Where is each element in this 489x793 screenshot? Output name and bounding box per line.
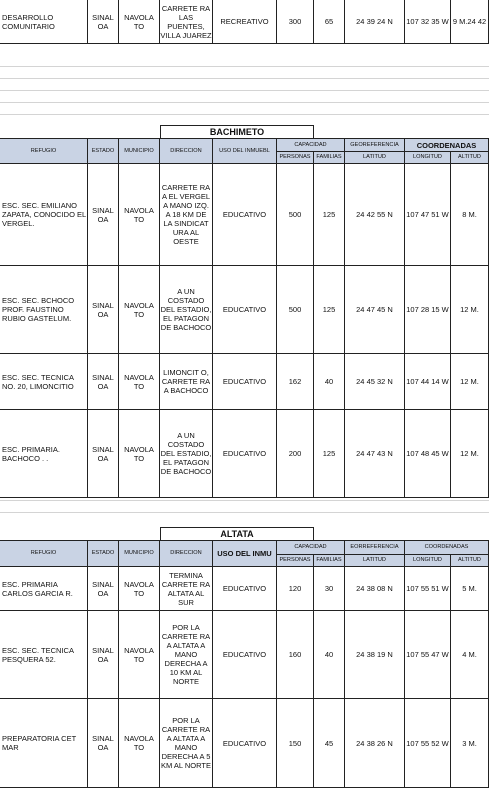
cell-longitud: 107 32 35 W <box>405 0 451 44</box>
cell-direccion: A UN COSTADO DEL ESTADIO, EL PATAGON DE BACHOCO <box>160 410 213 498</box>
cell-personas: 200 <box>277 410 314 498</box>
gridline <box>0 512 489 513</box>
cell-personas: 120 <box>277 567 314 611</box>
cell-uso: RECREATIVO <box>213 0 277 44</box>
cell-longitud: 107 55 51 W <box>405 567 451 611</box>
cell-estado: SINAL OA <box>88 164 119 266</box>
cell-familias: 125 <box>314 410 345 498</box>
cell-direccion: TERMINA CARRETE RA ALTATA AL SUR <box>160 567 213 611</box>
header-familias: FAMILIAS <box>314 152 345 164</box>
cell-latitud: 24 45 32 N <box>345 354 405 410</box>
header-direccion: DIRECCION <box>160 138 213 164</box>
cell-familias: 40 <box>314 354 345 410</box>
header-municipio: MUNICIPIO <box>119 138 160 164</box>
cell-familias: 40 <box>314 611 345 699</box>
cell-altitud: 8 M. <box>451 164 489 266</box>
cell-altitud: 9 M.24 42 <box>451 0 489 44</box>
cell-latitud: 24 38 26 N <box>345 699 405 788</box>
cell-altitud: 4 M. <box>451 611 489 699</box>
gridline <box>0 78 489 79</box>
cell-latitud: 24 47 45 N <box>345 266 405 354</box>
cell-estado: SINAL OA <box>88 354 119 410</box>
gridline <box>0 90 489 91</box>
cell-uso: EDUCATIVO <box>213 164 277 266</box>
header-capacidad: CAPACIDAD <box>277 138 345 152</box>
header-coordenadas: COORDENADAS <box>405 540 489 555</box>
cell-altitud: 3 M. <box>451 699 489 788</box>
header-refugio: REFUGIO <box>0 138 88 164</box>
header-estado: ESTADO <box>88 138 119 164</box>
cell-estado: SINAL OA <box>88 567 119 611</box>
header-estado: ESTADO <box>88 540 119 567</box>
header-familias: FAMILIAS <box>314 555 345 567</box>
cell-estado: SINAL OA <box>88 266 119 354</box>
cell-refugio: ESC. SEC. EMILIANO ZAPATA, CONOCIDO EL VERGEL. <box>0 164 88 266</box>
header-uso: USO DEL INMU <box>213 540 277 567</box>
cell-refugio: ESC. PRIMARIA CARLOS GARCIA R. <box>0 567 88 611</box>
cell-altitud: 12 M. <box>451 354 489 410</box>
cell-direccion: CARRETE RA A EL VERGEL A MANO IZQ. A 18 KM DE LA SINDICAT URA AL OESTE <box>160 164 213 266</box>
cell-personas: 162 <box>277 354 314 410</box>
gridline <box>0 102 489 103</box>
cell-familias: 125 <box>314 266 345 354</box>
cell-uso: EDUCATIVO <box>213 410 277 498</box>
gridline <box>0 66 489 67</box>
cell-refugio: DESARROLLO COMUNITARIO <box>0 0 88 44</box>
cell-refugio: ESC. SEC. TECNICA PESQUERA 52. <box>0 611 88 699</box>
cell-refugio: ESC. SEC. TECNICA NO. 20, LIMONCITIO <box>0 354 88 410</box>
cell-familias: 45 <box>314 699 345 788</box>
cell-latitud: 24 38 19 N <box>345 611 405 699</box>
cell-estado: SINAL OA <box>88 611 119 699</box>
cell-personas: 300 <box>277 0 314 44</box>
cell-municipio: NAVOLA TO <box>119 611 160 699</box>
cell-personas: 500 <box>277 164 314 266</box>
cell-uso: EDUCATIVO <box>213 611 277 699</box>
cell-municipio: NAVOLA TO <box>119 699 160 788</box>
cell-municipio: NAVOLA TO <box>119 410 160 498</box>
cell-uso: EDUCATIVO <box>213 266 277 354</box>
header-personas: PERSONAS <box>277 152 314 164</box>
gridline <box>0 500 489 501</box>
cell-municipio: NAVOLA TO <box>119 266 160 354</box>
header-altitud: ALTITUD <box>451 555 489 567</box>
cell-altitud: 5 M. <box>451 567 489 611</box>
cell-longitud: 107 55 47 W <box>405 611 451 699</box>
cell-personas: 500 <box>277 266 314 354</box>
header-personas: PERSONAS <box>277 555 314 567</box>
header-direccion: DIRECCION <box>160 540 213 567</box>
cell-personas: 160 <box>277 611 314 699</box>
header-latitud: LATITUD <box>345 555 405 567</box>
cell-direccion: POR LA CARRETE RA A ALTATA A MANO DERECHA A 5 KM AL NORTE <box>160 699 213 788</box>
cell-altitud: 12 M. <box>451 266 489 354</box>
cell-altitud: 12 M. <box>451 410 489 498</box>
header-uso: USO DEL INMUEBL <box>213 138 277 164</box>
cell-direccion: A UN COSTADO DEL ESTADIO, EL PATAGON DE BACHOCO <box>160 266 213 354</box>
header-longitud: LONGITUD <box>405 555 451 567</box>
cell-latitud: 24 39 24 N <box>345 0 405 44</box>
header-longitud: LONGITUD <box>405 152 451 164</box>
cell-refugio: ESC. SEC. BCHOCO PROF. FAUSTINO RUBIO GASTELUM. <box>0 266 88 354</box>
header-refugio: REFUGIO <box>0 540 88 567</box>
cell-longitud: 107 28 15 W <box>405 266 451 354</box>
cell-familias: 125 <box>314 164 345 266</box>
cell-uso: EDUCATIVO <box>213 354 277 410</box>
cell-direccion: LIMONCIT O, CARRETE RA A BACHOCO <box>160 354 213 410</box>
cell-municipio: NAVOLA TO <box>119 164 160 266</box>
section-title: ALTATA <box>160 527 314 540</box>
cell-longitud: 107 44 14 W <box>405 354 451 410</box>
cell-latitud: 24 38 08 N <box>345 567 405 611</box>
cell-municipio: NAVOLA TO <box>119 354 160 410</box>
cell-direccion: CARRETE RA LAS PUENTES, VILLA JUAREZ <box>160 0 213 44</box>
cell-municipio: NAVOLA TO <box>119 567 160 611</box>
header-capacidad: CAPACIDAD <box>277 540 345 555</box>
cell-direccion: POR LA CARRETE RA A ALTATA A MANO DERECHA A 10 KM AL NORTE <box>160 611 213 699</box>
cell-municipio: NAVOLA TO <box>119 0 160 44</box>
cell-refugio: PREPARATORIA CET MAR <box>0 699 88 788</box>
cell-personas: 150 <box>277 699 314 788</box>
cell-uso: EDUCATIVO <box>213 699 277 788</box>
cell-familias: 65 <box>314 0 345 44</box>
cell-estado: SINAL OA <box>88 410 119 498</box>
section-title: BACHIMETO <box>160 125 314 138</box>
gridline <box>0 114 489 115</box>
header-municipio: MUNICIPIO <box>119 540 160 567</box>
cell-familias: 30 <box>314 567 345 611</box>
cell-longitud: 107 48 45 W <box>405 410 451 498</box>
cell-latitud: 24 47 43 N <box>345 410 405 498</box>
cell-refugio: ESC. PRIMARIA. BACHOCO . . <box>0 410 88 498</box>
header-latitud: LATITUD <box>345 152 405 164</box>
header-coordenadas: COORDENADAS <box>405 138 489 152</box>
cell-longitud: 107 55 52 W <box>405 699 451 788</box>
header-georeferencia: GEOREFERENCIA <box>345 138 405 152</box>
cell-estado: SINAL OA <box>88 699 119 788</box>
header-altitud: ALTITUD <box>451 152 489 164</box>
cell-uso: EDUCATIVO <box>213 567 277 611</box>
cell-longitud: 107 47 51 W <box>405 164 451 266</box>
cell-estado: SINAL OA <box>88 0 119 44</box>
header-georeferencia: EORREFERENCIA <box>345 540 405 555</box>
cell-latitud: 24 42 55 N <box>345 164 405 266</box>
